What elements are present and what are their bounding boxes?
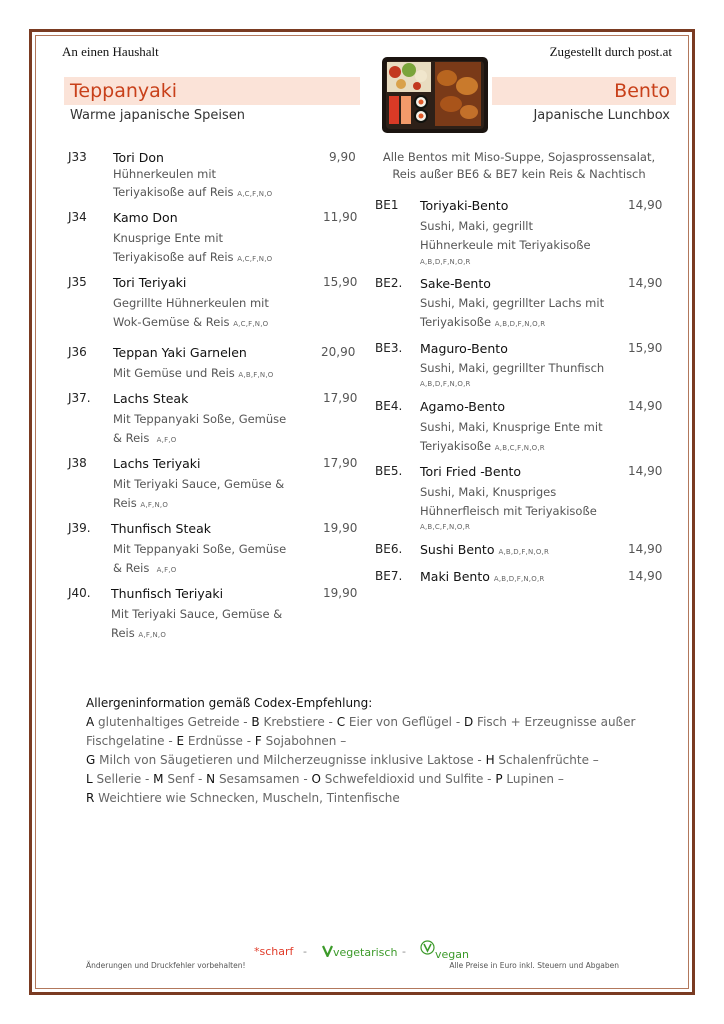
teppanyaki-title: Teppanyaki [70, 80, 178, 102]
allergen-codes: A,C,F,N,O [237, 190, 273, 198]
allergen-line: A glutenhaltiges Getreide - B Krebstiere - C Eier von Geflügel - D Fisch + Erzeugnisse außer Fischgelatine - E Erdnüsse - F Sojabohnen – [86, 715, 636, 748]
item-name: Agamo-Bento [420, 399, 506, 414]
item-desc: Hühnerfleisch mit Teriyakisoße [420, 504, 597, 518]
item-price: 20,90 [321, 345, 356, 359]
allergen-line: G Milch von Säugetieren und Milcherzeugnisse inklusive Laktose - H Schalenfrüchte – [86, 753, 599, 767]
item-desc: Reis A,F,N,O [111, 626, 167, 640]
item-desc: Reis A,F,N,O [113, 496, 169, 510]
item-desc: Sushi, Maki, gegrillter Thunfisch [420, 361, 605, 375]
bento-box-image [381, 56, 489, 134]
legend-scharf: *scharf [254, 945, 294, 958]
item-desc: Sushi, Maki, gegrillt [420, 219, 534, 233]
allergen-codes: A,B,C,F,N,O,R [494, 444, 545, 452]
item-price: 14,90 [628, 276, 663, 290]
item-desc: Wok-Gemüse & Reis A,C,F,N,O [113, 315, 269, 329]
item-price: 19,90 [323, 586, 358, 600]
item-code: BE5. [375, 464, 403, 478]
item-name: Kamo Don [113, 210, 178, 225]
item-price: 17,90 [323, 456, 358, 470]
item-desc: Knusprige Ente mit [113, 231, 224, 245]
item-desc: & Reis A,F,O [113, 431, 177, 445]
allergen-codes: A,B,D,F,N,O,R [420, 380, 471, 388]
allergen-codes: A,F,N,O [138, 631, 167, 639]
footer-prices-note: Alle Preise in Euro inkl. Steuern und Abgaben [449, 961, 619, 970]
item-name: Maki Bento A,B,D,F,N,O,R [420, 569, 545, 584]
bento-note: Alle Bentos mit Miso-Suppe, Sojasprossensalat, Reis außer BE6 & BE7 kein Reis & Nachtisch [382, 150, 656, 181]
allergen-codes: A,C,F,N,O [237, 255, 273, 263]
item-desc: Teriyakisoße A,B,C,F,N,O,R [420, 439, 545, 453]
allergen-codes: A,B,D,F,N,O,R [494, 320, 546, 328]
allergen-line: L Sellerie - M Senf - N Sesamsamen - O Schwefeldioxid und Sulfite - P Lupinen – [86, 772, 564, 786]
item-name: Thunfisch Teriyaki [111, 586, 224, 601]
item-price: 11,90 [323, 210, 358, 224]
item-price: 15,90 [628, 341, 663, 355]
footer-disclaimer: Änderungen und Druckfehler vorbehalten! [86, 961, 246, 970]
item-code: J34 [68, 210, 87, 224]
item-desc: Hühnerkeulen mit [113, 167, 217, 181]
item-name: Thunfisch Steak [111, 521, 211, 536]
item-price: 14,90 [628, 542, 663, 556]
item-price: 9,90 [329, 150, 356, 164]
item-code: J39. [68, 521, 91, 535]
item-name: Sushi Bento A,B,D,F,N,O,R [420, 542, 550, 557]
item-name: Sake-Bento [420, 276, 491, 291]
item-desc: & Reis A,F,O [113, 561, 177, 575]
item-code: J40. [68, 586, 91, 600]
item-code: BE1 [375, 198, 399, 212]
item-price: 19,90 [323, 521, 358, 535]
allergen-codes: A,F,N,O [140, 501, 169, 509]
item-code: BE7. [375, 569, 403, 583]
item-desc: Teriyakisoße A,B,D,F,N,O,R [420, 315, 546, 329]
item-name: Maguro-Bento [420, 341, 508, 356]
item-name: Teppan Yaki Garnelen [113, 345, 247, 360]
allergen-codes: A,B,F,N,O [238, 371, 274, 379]
item-name: Tori Don [113, 150, 164, 165]
allergen-heading: Allergeninformation gemäß Codex-Empfehlung: [86, 696, 373, 710]
item-code: BE2. [375, 276, 403, 290]
item-name: Lachs Steak [113, 391, 189, 406]
header-right: Zugestellt durch post.at [549, 44, 672, 59]
vegetarian-icon [322, 945, 333, 957]
item-desc: Teriyakisoße auf Reis A,C,F,N,O [113, 250, 273, 264]
bento-title: Bento [614, 80, 670, 102]
legend-separator: - [402, 945, 406, 958]
item-desc: Gegrillte Hühnerkeulen mit [113, 296, 269, 310]
teppanyaki-subtitle: Warme japanische Speisen [70, 108, 245, 123]
item-desc: Mit Teppanyaki Soße, Gemüse [113, 542, 287, 556]
item-code: J37. [68, 391, 91, 405]
allergen-codes: A,C,F,N,O [233, 320, 269, 328]
legend-separator: - [303, 945, 307, 958]
header-left: An einen Haushalt [62, 44, 159, 59]
item-price: 14,90 [628, 569, 663, 583]
allergen-info [86, 694, 646, 808]
item-desc: Mit Teppanyaki Soße, Gemüse [113, 412, 287, 426]
item-desc: Sushi, Maki, gegrillter Lachs mit [420, 296, 605, 310]
allergen-codes: A,F,O [156, 436, 177, 444]
item-code: J33 [68, 150, 87, 164]
allergen-codes: A,B,D,F,N,O,R [420, 258, 471, 266]
item-desc: Mit Teriyaki Sauce, Gemüse & [111, 607, 283, 621]
allergen-codes: A,B,D,F,N,O,R [493, 575, 545, 583]
item-desc: Mit Teriyaki Sauce, Gemüse & [113, 477, 285, 491]
vegan-icon [420, 940, 435, 955]
allergen-line: R Weichtiere wie Schnecken, Muscheln, Tintenfische [86, 791, 400, 805]
allergen-codes: A,B,C,F,N,O,R [420, 523, 471, 531]
legend-vegan: vegan [420, 940, 469, 956]
item-price: 15,90 [323, 275, 358, 289]
bento-subtitle: Japanische Lunchbox [533, 108, 670, 123]
allergen-codes: A,B,D,F,N,O,R [498, 548, 550, 556]
item-desc: Sushi, Maki, Knuspriges [420, 485, 557, 499]
allergen-codes: A,F,O [156, 566, 177, 574]
item-code: J35 [68, 275, 87, 289]
item-code: BE6. [375, 542, 403, 556]
item-desc: Hühnerkeule mit Teriyakisoße [420, 238, 591, 252]
item-price: 17,90 [323, 391, 358, 405]
item-name: Lachs Teriyaki [113, 456, 201, 471]
item-name: Toriyaki-Bento [420, 198, 509, 213]
item-name: Tori Teriyaki [113, 275, 187, 290]
legend-vegetarisch: vegetarisch [322, 945, 397, 959]
item-price: 14,90 [628, 399, 663, 413]
item-desc: Sushi, Maki, Knusprige Ente mit [420, 420, 603, 434]
item-desc: Mit Gemüse und Reis A,B,F,N,O [113, 366, 274, 380]
item-code: BE3. [375, 341, 403, 355]
item-name: Tori Fried -Bento [420, 464, 522, 479]
item-code: J38 [68, 456, 87, 470]
item-price: 14,90 [628, 464, 663, 478]
item-code: J36 [68, 345, 87, 359]
item-code: BE4. [375, 399, 403, 413]
item-desc: Teriyakisoße auf Reis A,C,F,N,O [113, 185, 273, 199]
item-price: 14,90 [628, 198, 663, 212]
